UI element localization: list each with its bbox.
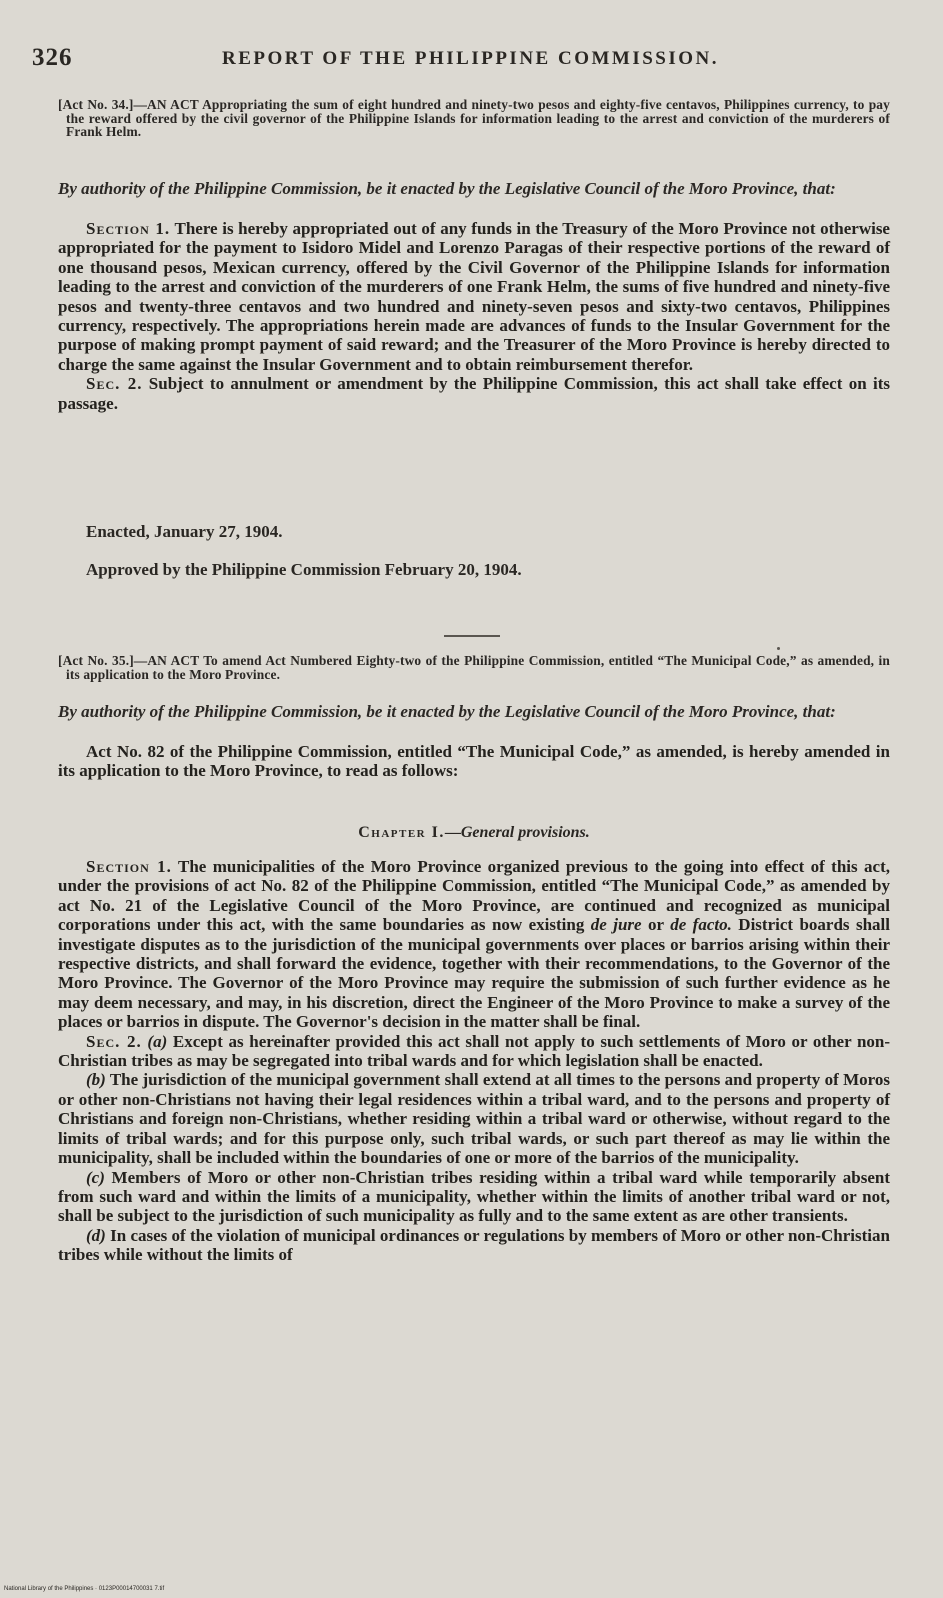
section-label: Section 1. [86,219,171,238]
chapter-dash: — [444,824,461,841]
subsection-marker: (d) [86,1225,106,1245]
act-34-authority: By authority of the Philippine Commission, be it enacted by the Legislative Council of the Moro Province, that: [58,179,836,198]
act-34-section-2 [58,374,890,413]
section-label: Sec. 2. [86,1031,142,1051]
section-text: The jurisdiction of the municipal government shall extend at all times to the persons and property of Moros or other non-Christians not having their legal residences within a tribal ward, and to the persons and property of Christians and foreign non-Christians, whether residing within a tribal ward or otherwise, without regard to the limits of tribal wards; and for this purpose only, such tribal wards, or such part thereof as may lie within the municipality, shall be included within the boundaries of one or more of the barrios of the municipality. [58,1070,890,1168]
act-34-authority-block [58,179,890,198]
section-label: Sec. 2. [86,374,143,394]
section-text: Subject to annulment or amendment by the Philippine Commission, this act shall take effect on its passage. [58,374,890,413]
section-divider [444,635,500,637]
act-35-section-2b [58,1070,890,1167]
act-34-approved-block [58,560,890,579]
act-35-section-1 [58,857,890,1032]
act-34-title: [Act No. 34.]—AN ACT Appropriating the sum of eight hundred and ninety-two pesos and eighty-five centavos, Philippines currency, to pay the reward offered by the civil governor of the Philippine Islands for information leading to the arrest and conviction of the murderers of Frank Helm. [58,97,890,139]
section-label: Section 1. [86,857,172,876]
section-text: In cases of the violation of municipal ordinances or regulations by members of Moro or other non-Christian tribes while without the limits of [58,1225,890,1265]
act-35-intro: Act No. 82 of the Philippine Commission, entitled “The Municipal Code,” as amended, is hereby amended in its application to the Moro Province, to read as follows: [58,742,890,781]
chapter-label: Chapter I. [358,824,445,841]
section-text: There is hereby appropriated out of any funds in the Treasury of the Moro Province not otherwise appropriated for the payment to Isidoro Midel and Lorenzo Paragas of their respective portions of the reward of one thousand pesos, Mexican currency, offered by the Civil Governor of the Philippine Islands for information leading to the arrest and conviction of the murderers of one Frank Helm, the sums of five hundred and ninety-five pesos and twenty-three centavos and two hundred and ninety-seven pesos and sixty-two centavos, Philippines currency, respectively. The appropriations herein made are advances of funds to the Insular Government for the purpose of making prompt payment of said reward; and the Treasurer of the Moro Province is hereby directed to charge the same against the Insular Government and to obtain reimbursement therefor. [58,219,890,374]
de-jure: de jure [590,915,642,935]
act-35-section-2d [58,1226,890,1265]
page-header [32,44,912,74]
chapter-title: General provisions. [460,824,590,841]
subsection-marker: (a) [147,1031,168,1051]
act-34-section-1 [58,219,890,374]
de-facto: de facto. [670,915,732,935]
section-text: The municipalities of the Moro Province organized previous to the going into effect of this act, under the provisions of act No. 82 of the Philippine Commission, entitled “The Municipal Code,” as amended by act No. 21 of the Legislative Council of the Moro Province, are continued and recognized as municipal corporations under this act, with the same boundaries as now existing [58,857,890,935]
act-34-sections [58,219,890,413]
chapter-heading [58,824,890,842]
scan-footer: National Library of the Philippines · 0123P00014700031 7.tif [4,1586,165,1592]
subsection-marker: (b) [86,1070,106,1090]
act-35-sections [58,857,890,1265]
page-speck [777,647,780,650]
section-text: Members of Moro or other non-Christian tribes residing within a tribal ward while temporarily absent from such ward and within the limits of a municipality, whether within the limits of another tribal ward or not, shall be subject to the jurisdiction of such municipality as fully and to the same extent as are other transients. [58,1167,890,1226]
page-number: 326 [32,44,73,71]
act-35-authority-block [58,702,890,721]
approved-date: Approved by the Philippine Commission February 20, 1904. [86,560,522,579]
section-text: or [641,915,671,935]
act-35-intro-block [58,742,890,781]
act-34 [58,98,890,139]
act-35-section-2c [58,1168,890,1226]
section-text: Except as hereinafter provided this act shall not apply to such settlements of Moro or other non-Christian tribes as may be segregated into tribal wards and for which legislation shall be enacted. [58,1031,891,1071]
act-35 [58,654,890,681]
running-title: REPORT OF THE PHILIPPINE COMMISSION. [222,48,720,69]
subsection-marker: (c) [86,1167,105,1187]
section-text: District boards shall investigate disputes as to the jurisdiction of the municipal governments over places or barrios arising within their respective districts, and shall forward the evidence, together with their recommendations, to the Governor of the Moro Province. The Governor of the Moro Province may require the submission of such further evidence as he may deem necessary, and may, in his discretion, direct the Engineer of the Moro Province to make a survey of the places or barrios in dispute. The Governor's decision in the matter shall be final. [58,915,890,1032]
act-35-title: [Act No. 35.]—AN ACT To amend Act Numbered Eighty-two of the Philippine Commission, entitled “The Municipal Code,” as amended, in its application to the Moro Province. [58,653,890,682]
act-35-authority: By authority of the Philippine Commission, be it enacted by the Legislative Council of the Moro Province, that: [58,702,836,721]
enacted-date: Enacted, January 27, 1904. [86,522,283,541]
act-35-section-2a [58,1032,890,1071]
act-34-enacted-block [58,522,890,541]
